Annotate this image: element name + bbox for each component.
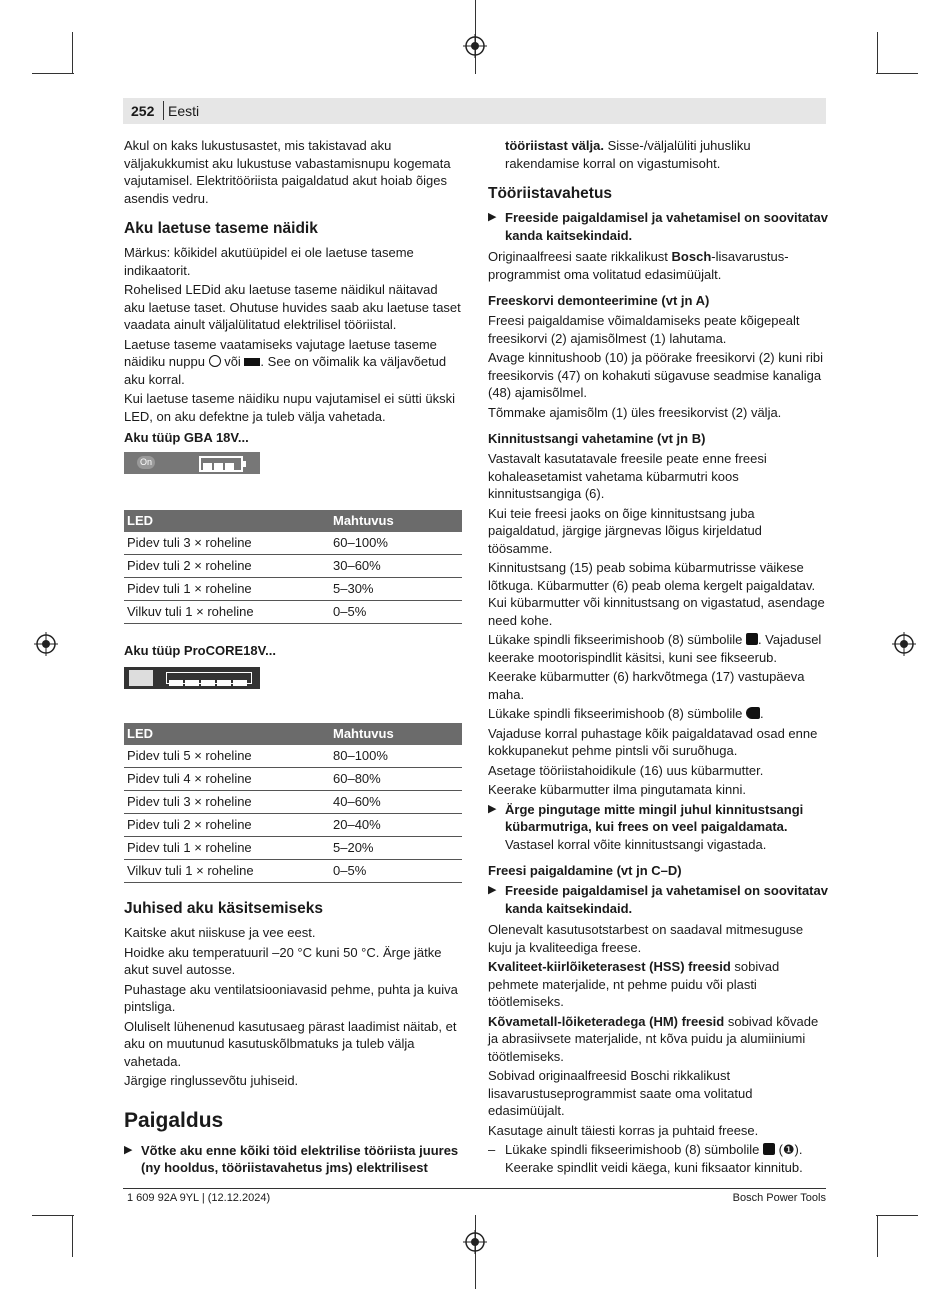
warning-continuation: tööriistast välja. Sisse-/väljalüliti juhusliku rakendamise korral on vigastumisoht. [505,138,751,171]
crop-mark [876,1215,918,1216]
paragraph: Asetage tööriistahoidikule (16) uus kübarmutter. [488,762,764,778]
arrow-icon: ▶ [488,802,497,815]
gba-led-table [124,510,462,624]
heading-collet-change: Kinnitustsangi vahetamine (vt jn B) [488,431,706,446]
table-row: Vilkuv tuli 1 × roheline 0–5% [124,601,462,624]
paragraph: Keerake kübarmutter ilma pingutamata kinni. [488,782,746,797]
registration-mark-icon [34,632,58,656]
crop-mark [877,32,878,74]
paragraph: Kvaliteet-kiirlõiketerasest (HSS) freesid sobivad pehmete materjalide, nt pehme puidu või plasti töötlemiseks. [488,959,780,1009]
paragraph: Tõmmake ajamisõlm (1) üles freesikorvist (2) välja. [488,404,782,420]
table-row: Pidev tuli 3 × roheline 60–100% [124,532,462,555]
paragraph: Vastavalt kasutatavale freesile peate enne freesi kohaleasetamist vahetama kübarmutri koos kinnitustsangiga (6). [488,451,767,501]
paragraph: Märkus: kõikidel akutüüpidel ei ole laetuse taseme indikaatorit. [124,245,414,278]
warning-item: ▶ Freeside paigaldamisel ja vahetamisel on soovitatav kanda kaitsekindaid. [488,210,828,243]
paragraph: Rohelised LEDid aku laetuse taseme näidikul näitavad aku laetuse taset. Ohutuse huvides saab aku laetuse taset vaadata ainult väljalülitatud elektrilisel tööriistal. [124,282,461,332]
paragraph: Sobivad originaalfreesid Boschi rikkalikust lisavarustuseprogrammist saate oma volitatud edasimüüjalt. [488,1068,753,1118]
procore-led-table [124,723,462,883]
table-header: Mahtuvus [330,723,462,745]
heading-charge-indicator: Aku laetuse taseme näidik [124,220,318,237]
warning-item: ▶ Freeside paigaldamisel ja vahetamisel on soovitatav kanda kaitsekindaid. [488,883,828,916]
battery-type-gba: Aku tüüp GBA 18V... [124,430,249,445]
battery-button-icon [129,670,153,686]
table-row: Vilkuv tuli 1 × roheline 0–5% [124,860,462,883]
arrow-icon: ▶ [124,1143,133,1156]
paragraph: Kui teie freesi jaoks on õige kinnitustsang juba paigaldatud, järgige järgnevas lõigus kirjeldatud töösamme. [488,505,762,556]
lock-symbol-icon [763,1143,775,1155]
table-header: LED [124,510,330,532]
footer-divider [123,1188,826,1189]
warning-item: ▶ Ärge pingutage mitte mingil juhul kinnitustsangi kübarmutriga, kui frees on veel paigaldamata. Vastasel korral võite kinnitustsangi vigastada. [488,801,804,852]
table-row: Pidev tuli 4 × roheline 60–80% [124,768,462,791]
heading-battery-handling: Juhised aku käsitsemiseks [124,900,324,917]
table-row: Pidev tuli 2 × roheline 20–40% [124,814,462,837]
registration-mark-icon [463,34,487,58]
registration-mark-icon [892,632,916,656]
paragraph: Kaitske akut niiskuse ja vee eest. [124,925,316,940]
battery-bars-icon [166,672,252,684]
header-language: Eesti [168,103,200,119]
footer-doc-id: 1 609 92A 9YL | (12.12.2024) [127,1192,271,1204]
crop-mark [877,1215,878,1257]
heading-mount-cutter: Freesi paigaldamine (vt jn C–D) [488,863,682,878]
right-column [488,137,828,1178]
table-header: LED [124,723,330,745]
heading-demount: Freeskorvi demonteerimine (vt jn A) [488,293,710,308]
paragraph: Kinnitustsang (15) peab sobima kübarmutrisse väikese lõtkuga. Kübarmutter (6) peab olema kergelt paigaldatav. Kui kübarmutter või kinnitustsang on vigastatud, asendage need kohe. [488,560,825,628]
table-header: Mahtuvus [330,510,462,532]
button-symbol-icon [209,355,221,367]
paragraph: Laetuse taseme vaatamiseks vajutage laetuse taseme näidiku nuppu või . See on võimalik ka väljavõetud aku korral. [124,336,447,387]
left-column [124,137,462,1181]
battery-type-procore: Aku tüüp ProCORE18V... [124,643,276,658]
on-button-icon: On [137,456,155,469]
page-number: 252 [131,103,155,119]
footer-brand: Bosch Power Tools [732,1192,826,1204]
battery-icon [199,456,243,472]
list-item: – Lükake spindli fikseerimishoob (8) sümbolile (❶). Keerake spindlit veidi käega, kuni fiksaator kinnitub. [488,1142,803,1175]
heading-tool-change: Tööriistavahetus [488,185,613,202]
battery-symbol-icon [244,358,260,366]
arrow-icon: ▶ [488,884,497,896]
paragraph: Puhastage aku ventilatsiooniavasid pehme, puhta ja kuiva pintsliga. [124,981,458,1014]
paragraph: Kasutage ainult täiesti korras ja puhtaid freese. [488,1122,759,1138]
procore-charge-gauge [124,667,260,689]
table-row: Pidev tuli 5 × roheline 80–100% [124,745,462,768]
paragraph: Kõvametall-lõiketeradega (HM) freesid sobivad kõvade ja abrasiivsete materjalide, nt kõva puidu ja alumiiniumi töötlemiseks. [488,1013,819,1064]
unlock-symbol-icon [746,707,760,719]
paragraph: Hoidke aku temperatuuril –20 °C kuni 50 °C. Ärge jätke akut suvel autosse. [124,944,442,977]
crop-mark [72,32,73,74]
intro-paragraph: Akul on kaks lukustusastet, mis takistavad aku väljakukkumist aku lukustuse vabastamisnupu kogemata vajutamisel. Elektritööriista paigaldatud akut hoiab õiges asendis vedru. [124,138,451,206]
paragraph: Järgige ringlussevõtu juhiseid. [124,1073,299,1088]
paragraph: Kui laetuse taseme näidiku nupu vajutamisel ei sütti ükski LED, on aku defektne ja tuleb välja vahetada. [124,391,455,424]
paragraph: Freesi paigaldamise võimaldamiseks peate kõigepealt freesikorvi (2) ajamisõlmest (1) lahutama. [488,313,800,346]
crop-mark [32,73,74,74]
gba-charge-gauge [124,452,260,474]
crop-mark [32,1215,74,1216]
paragraph: Originaalfreesi saate rikkalikust Bosch-lisavarustus-programmist oma volitatud edasimüüjalt. [488,249,789,282]
table-row: Pidev tuli 3 × roheline 40–60% [124,791,462,814]
paragraph: Vajaduse korral puhastage kõik paigaldatavad osad enne kokkupanekut pehme pintsli või suruõhuga. [488,725,818,758]
table-row: Pidev tuli 1 × roheline 5–30% [124,578,462,601]
header-divider [163,101,164,120]
paragraph: Keerake kübarmutter (6) harkvõtmega (17) vastupäeva maha. [488,669,805,702]
paragraph: Olenevalt kasutusotstarbest on saadaval mitmesuguse kuju ja kvaliteediga freese. [488,922,804,955]
paragraph: Oluliselt lühenenud kasutusaeg pärast laadimist näitab, et aku on muutunud kasutuskõlbmatuks ja tuleb välja vahetada. [124,1018,457,1069]
crop-mark [72,1215,73,1257]
warning-item: ▶ Võtke aku enne kõiki töid elektrilise tööriista juures (ny hooldus, tööriistavahetus jms) elektrilisest [124,1142,459,1175]
crop-mark [876,73,918,74]
arrow-icon: ▶ [488,211,497,223]
paragraph: Avage kinnitushoob (10) ja pöörake freesikorvi (2) kuni ribi freesikorvis (47) on kohakuti sügavuse seadmise kanaliga (48) ajamisõlmel. [488,350,824,400]
table-row: Pidev tuli 2 × roheline 30–60% [124,555,462,578]
page-header [123,98,826,124]
heading-installation: Paigaldus [124,1108,224,1132]
registration-mark-icon [463,1230,487,1254]
lock-symbol-icon [746,633,758,645]
table-row: Pidev tuli 1 × roheline 5–20% [124,837,462,860]
paragraph: Lükake spindli fikseerimishoob (8) sümbolile . Vajadusel keerake mootorispindlit käsitsi, kuni see fikseerub. [488,632,822,665]
paragraph: Lükake spindli fikseerimishoob (8) sümbolile . [488,706,764,721]
